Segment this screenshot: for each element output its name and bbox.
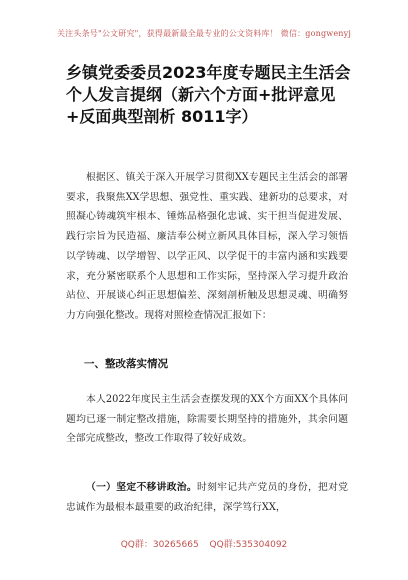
footer-qq-group-2: QQ群:535304092 [209, 540, 288, 550]
document-title: 乡镇党委委员2023年度专题民主生活会个人发言提纲（新六个方面+批评意见+反面典型剖析 8011字） [66, 63, 351, 126]
subsection-lead: （一）坚定不移讲政治。 [86, 482, 197, 493]
intro-paragraph: 根据区、镇关于深入开展学习贯彻XX专题民主生活会的部署要求，我聚焦XX学思想、强党性、重实践、建新功的总要求，对照凝心铸魂筑牢根本、锤炼品格强化忠诚、实干担当促进发展、践行宗旨为民造福、廉洁奉公树立新风具体目标，深入学习领悟以学铸魂、以学增智、以学正风、以学促干的丰富内涵和实践要求，充分紧密联系个人思想和工作实际，坚持深入学习提升政治站位、开展谈心纠正思想偏差、深刻剖析触及思想灵魂、明确努力方向强化整改。现将对照检查情况汇报如下： [66, 172, 348, 321]
subsection-text: 时刻牢记共产党员的身份，把对党忠诚作为最根本最重要的政治纪律，深学笃行XX， [66, 482, 349, 513]
section-heading: 一、整改落实情况 [84, 358, 168, 370]
footer-qq-group-1: QQ群：30265665 [120, 540, 199, 550]
header-promo-note: 关注头条号"公文研究"，获得最新最全最专业的公文资料库！ 微信：gongwenyj [56, 29, 352, 38]
subsection-paragraph [66, 478, 348, 517]
section-paragraph: 本人2022年度民主生活会查摆发现的XX个方面XX个具体问题均已逐一制定整改措施，除需要长期坚持的措施外，其余问题全部完成整改，整改工作取得了较好成效。 [66, 394, 348, 445]
footer-contact [0, 537, 408, 550]
